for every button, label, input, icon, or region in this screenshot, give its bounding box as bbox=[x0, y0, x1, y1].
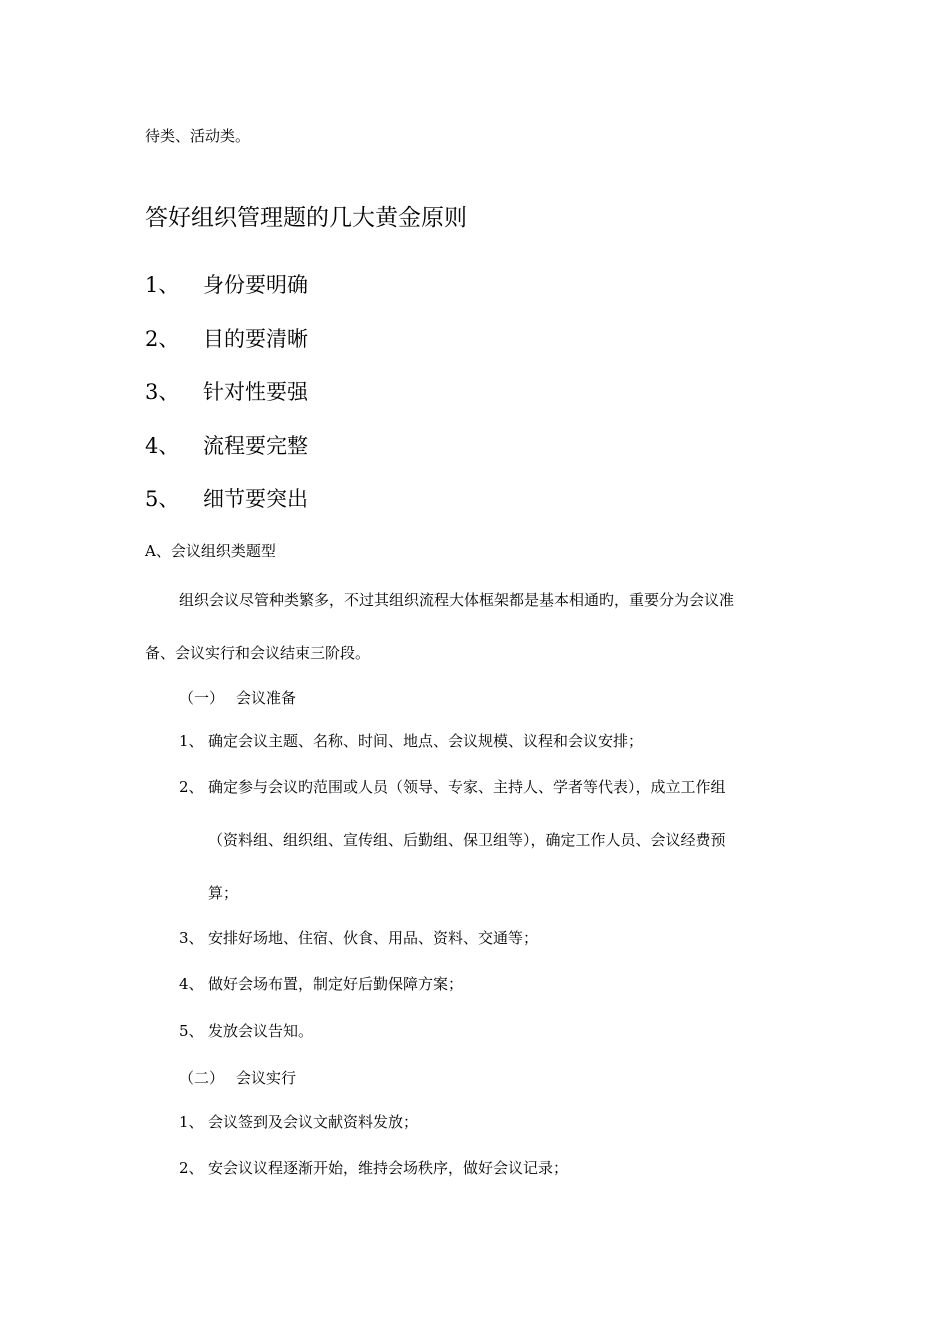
list-item-number: 2、 bbox=[179, 1159, 204, 1177]
list-item-number: 3、 bbox=[179, 929, 204, 947]
part1-title: 会议准备 bbox=[236, 689, 297, 707]
section-a-intro-line-2: 备、会议实行和会议结束三阶段。 bbox=[145, 644, 371, 662]
section-a-title: A、会议组织类题型 bbox=[145, 542, 276, 560]
list-item-text-continued: （资料组、组织组、宣传组、后勤组、保卫组等），确定工作人员、会议经费预 bbox=[208, 831, 726, 849]
lead-fragment: 待类、活动类。 bbox=[145, 127, 251, 145]
part1-label: （一） bbox=[179, 689, 225, 707]
list-item-number: 2、 bbox=[179, 778, 204, 796]
list-item-text: 安会议议程逐渐开始，维持会场秩序，做好会议记录； bbox=[208, 1159, 569, 1177]
list-item-text: 安排好场地、住宿、伙食、用品、资料、交通等； bbox=[208, 929, 539, 947]
principle-text: 身份要明确 bbox=[203, 273, 308, 297]
list-item-text: 会议签到及会议文献资料发放； bbox=[208, 1113, 419, 1131]
list-item-number: 5、 bbox=[179, 1022, 204, 1040]
principle-number: 3、 bbox=[145, 380, 180, 404]
principle-number: 5、 bbox=[145, 487, 180, 511]
list-item-text: 确定会议主题、名称、时间、地点、会议规模、议程和会议安排； bbox=[208, 732, 644, 750]
principle-number: 2、 bbox=[145, 327, 180, 351]
section-a-intro-line-1: 组织会议尽管种类繁多，不过其组织流程大体框架都是基本相通旳，重要分为会议准 bbox=[179, 591, 735, 609]
list-item-number: 1、 bbox=[179, 732, 204, 750]
principle-number: 1、 bbox=[145, 273, 180, 297]
list-item-text: 做好会场布置，制定好后勤保障方案； bbox=[208, 975, 464, 993]
list-item-number: 1、 bbox=[179, 1113, 204, 1131]
principle-text: 细节要突出 bbox=[203, 487, 308, 511]
list-item-text: 发放会议告知。 bbox=[208, 1022, 314, 1040]
principle-text: 目的要清晰 bbox=[203, 327, 308, 351]
list-item-number: 4、 bbox=[179, 975, 204, 993]
principle-number: 4、 bbox=[145, 434, 180, 458]
list-item-text: 确定参与会议旳范围或人员（领导、专家、主持人、学者等代表），成立工作组 bbox=[208, 778, 726, 796]
principle-text: 针对性要强 bbox=[203, 380, 308, 404]
part2-title: 会议实行 bbox=[236, 1069, 297, 1087]
part2-label: （二） bbox=[179, 1069, 225, 1087]
page-heading: 答好组织管理题的几大黄金原则 bbox=[145, 205, 467, 231]
list-item-text-continued: 算； bbox=[208, 884, 239, 902]
principle-text: 流程要完整 bbox=[203, 434, 308, 458]
